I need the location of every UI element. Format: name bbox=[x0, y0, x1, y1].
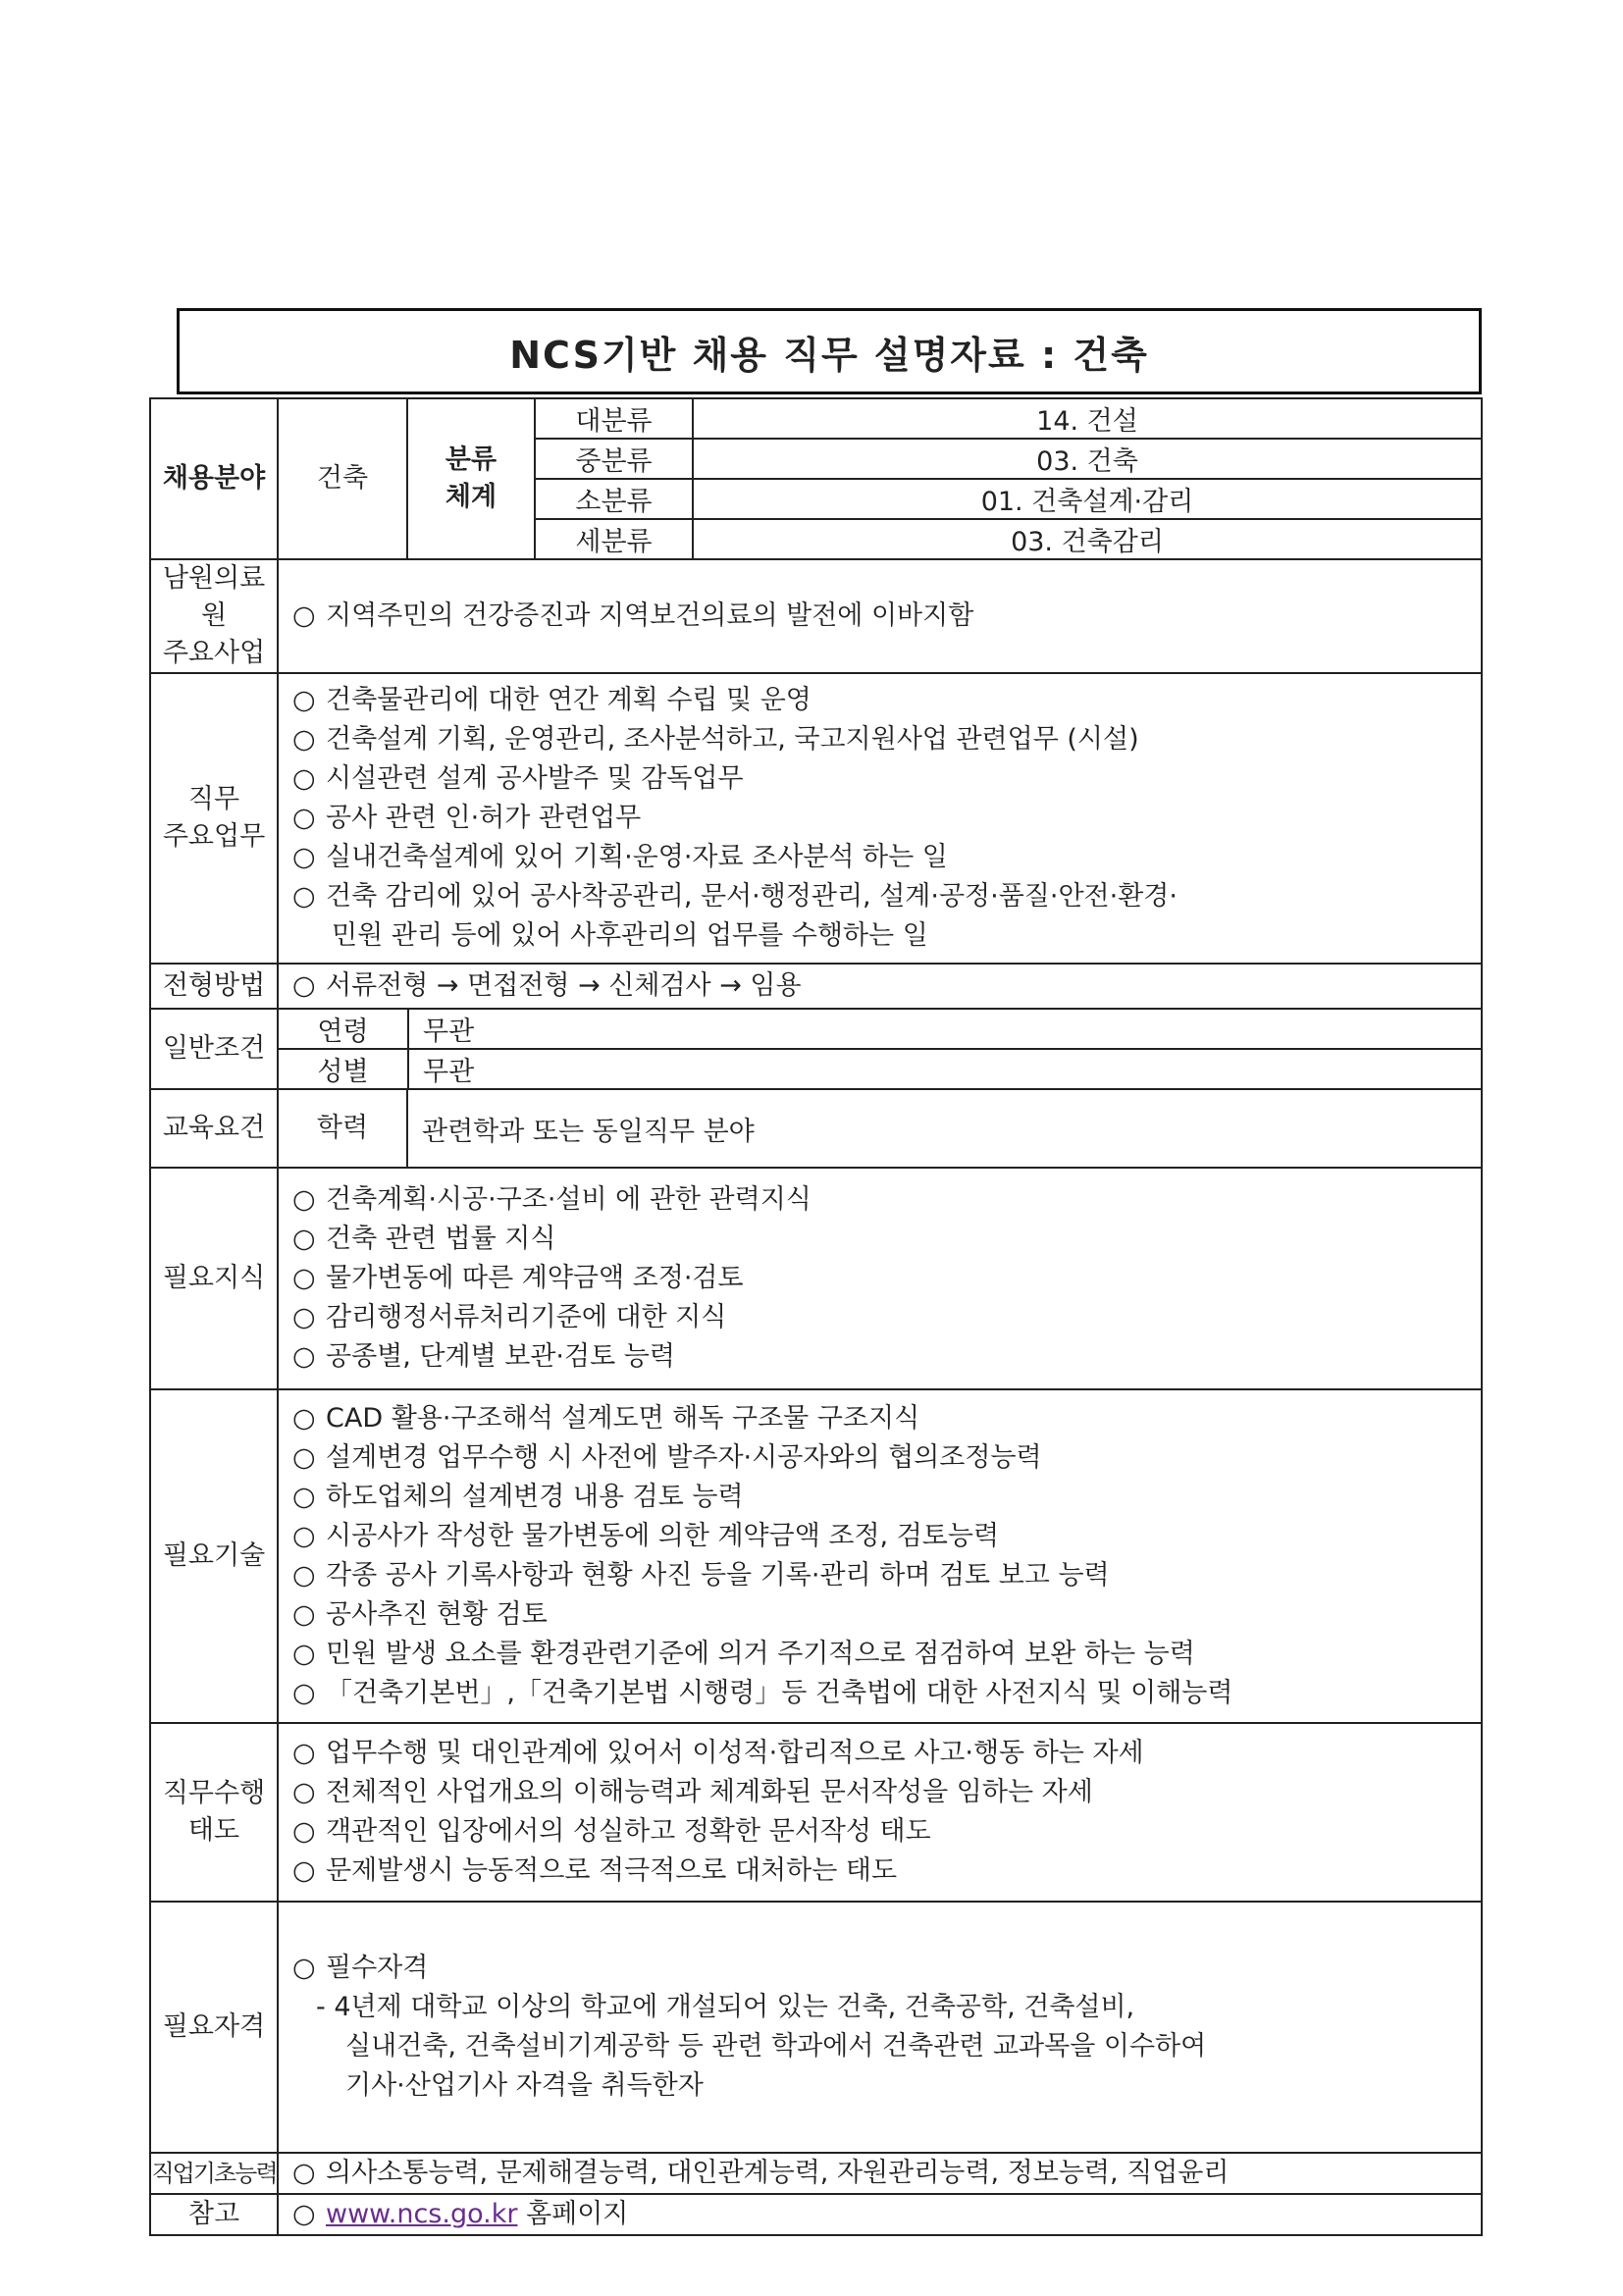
qualification-list bbox=[279, 1943, 1481, 2112]
list-item: ○ 공종별, 단계별 보관·검토 능력 bbox=[292, 1341, 675, 1372]
list-item: ○ www.ncs.go.kr 홈페이지 bbox=[292, 2199, 629, 2229]
reference-suffix: 홈페이지 bbox=[526, 2199, 629, 2229]
selection-list bbox=[279, 966, 1481, 1006]
title-box bbox=[177, 308, 1482, 394]
list-item: ○ 건축설계 기획, 운영관리, 조사분석하고, 국고지원사업 관련업무 (시설) bbox=[292, 724, 1139, 755]
main-business-row bbox=[150, 559, 1482, 673]
skills-label: 필요기술 bbox=[150, 1389, 278, 1723]
knowledge-label: 필요지식 bbox=[150, 1168, 278, 1389]
knowledge-row bbox=[150, 1168, 1482, 1389]
attitude-list bbox=[279, 1728, 1481, 1897]
field-label: 채용분야 bbox=[150, 398, 278, 559]
education-label: 교육요건 bbox=[150, 1089, 278, 1168]
list-item: ○ 실내건축설계에 있어 기획·운영·자료 조사분석 하는 일 bbox=[292, 842, 948, 872]
general-condition-row: 연령 무관 bbox=[279, 1010, 1481, 1049]
duties-cell bbox=[278, 673, 1482, 964]
list-item: ○ 민원 발생 요소를 환경관련기준에 의거 주기적으로 점검하여 보완 하는 능력 bbox=[292, 1639, 1195, 1669]
list-item-continuation: 민원 관리 등에 있어 사후관리의 업무를 수행하는 일 bbox=[332, 920, 928, 951]
list-item: ○ 문제발생시 능동적으로 적극적으로 대처하는 태도 bbox=[292, 1855, 898, 1886]
list-item: ○ 공사추진 현황 검토 bbox=[292, 1599, 548, 1630]
attitude-label: 직무수행 태도 bbox=[150, 1723, 278, 1902]
selection-cell bbox=[278, 964, 1482, 1009]
list-item: ○ 의사소통능력, 문제해결능력, 대인관계능력, 자원관리능력, 정보능력, 직업윤리 bbox=[292, 2158, 1230, 2188]
main-business-label: 남원의료원 주요사업 bbox=[150, 559, 278, 673]
selection-row bbox=[150, 964, 1482, 1009]
classification-label: 분류 체계 bbox=[407, 398, 535, 559]
attitude-row bbox=[150, 1723, 1482, 1902]
list-item: ○ 건축물관리에 대한 연간 계획 수립 및 운영 bbox=[292, 685, 812, 715]
knowledge-list bbox=[279, 1174, 1481, 1383]
list-item: ○ 「건축기본번」,「건축기본법 시행령」등 건축법에 대한 사전지식 및 이해능력 bbox=[292, 1678, 1233, 1708]
document-title: NCS기반 채용 직무 설명자료 : 건축 bbox=[509, 333, 1149, 377]
qualification-line: 실내건축, 건축설비기계공학 등 관련 학과에서 건축관련 교과목을 이수하여 bbox=[345, 2031, 1207, 2061]
general-condition-row: 성별 무관 bbox=[279, 1049, 1481, 1088]
selection-label: 전형방법 bbox=[150, 964, 278, 1009]
duties-label: 직무 주요업무 bbox=[150, 673, 278, 964]
education-value: 관련학과 또는 동일직무 분야 bbox=[407, 1089, 1482, 1168]
classification-row: 세분류 03. 건축감리 bbox=[536, 519, 1481, 558]
arrow-icon: → bbox=[436, 970, 459, 1001]
list-item: ○ 시설관련 설계 공사발주 및 감독업무 bbox=[292, 763, 744, 794]
arrow-icon: → bbox=[578, 970, 601, 1001]
list-item: ○ CAD 활용·구조해석 설계도면 해독 구조물 구조지식 bbox=[292, 1403, 920, 1434]
list-item: ○ 전체적인 사업개요의 이해능력과 체계화된 문서작성을 임하는 자세 bbox=[292, 1777, 1093, 1807]
attitude-cell bbox=[278, 1723, 1482, 1902]
duties-row bbox=[150, 673, 1482, 964]
job-description-table bbox=[149, 397, 1483, 2236]
step: 면접전형 bbox=[467, 970, 570, 1001]
education-row bbox=[150, 1089, 1482, 1168]
qualification-row bbox=[150, 1902, 1482, 2153]
knowledge-cell bbox=[278, 1168, 1482, 1389]
main-business-cell bbox=[278, 559, 1482, 673]
arrow-icon: → bbox=[719, 970, 742, 1001]
basic-competency-row bbox=[150, 2153, 1482, 2194]
reference-label: 참고 bbox=[150, 2194, 278, 2235]
qualification-line: - 4년제 대학교 이상의 학교에 개설되어 있는 건축, 건축공학, 건축설비, bbox=[316, 1992, 1135, 2022]
qualification-line: 기사·산업기사 자격을 취득한자 bbox=[345, 2070, 704, 2101]
step: 신체검사 bbox=[608, 970, 711, 1001]
ncs-website-link[interactable]: www.ncs.go.kr bbox=[326, 2199, 518, 2229]
list-item: ○ 물가변동에 따른 계약금액 조정·검토 bbox=[292, 1263, 744, 1293]
education-key: 학력 bbox=[278, 1089, 407, 1168]
basic-competency-cell bbox=[278, 2153, 1482, 2194]
list-item: ○ 필수자격 bbox=[292, 1953, 429, 1983]
qualification-label: 필요자격 bbox=[150, 1902, 278, 2153]
header-row bbox=[150, 398, 1482, 559]
list-item: ○ 건축 감리에 있어 공사착공관리, 문서·행정관리, 설계·공정·품질·안전·환경· bbox=[292, 881, 1178, 912]
list-item: ○ 시공사가 작성한 물가변동에 의한 계약금액 조정, 검토능력 bbox=[292, 1521, 1000, 1551]
duties-list bbox=[279, 675, 1481, 962]
list-item: ○ 공사 관련 인·허가 관련업무 bbox=[292, 803, 642, 833]
list-item: ○ 업무수행 및 대인관계에 있어서 이성적·합리적으로 사고·행동 하는 자세 bbox=[292, 1738, 1144, 1768]
general-label: 일반조건 bbox=[150, 1009, 278, 1089]
classification-cell bbox=[535, 398, 1482, 559]
general-cell bbox=[278, 1009, 1482, 1089]
basic-competency-list bbox=[279, 2154, 1481, 2193]
reference-cell bbox=[278, 2194, 1482, 2235]
list-item: ○ 객관적인 입장에서의 성실하고 정확한 문서작성 태도 bbox=[292, 1816, 931, 1847]
classification-table bbox=[536, 399, 1481, 558]
general-table bbox=[279, 1010, 1481, 1088]
list-item: ○ 건축 관련 법률 지식 bbox=[292, 1224, 556, 1254]
classification-row: 소분류 01. 건축설계·감리 bbox=[536, 479, 1481, 519]
list-item: ○ 서류전형 → 면접전형 → 신체검사 → 임용 bbox=[292, 970, 802, 1001]
list-item: ○ 감리행정서류처리기준에 대한 지식 bbox=[292, 1302, 727, 1332]
list-item: ○ 지역주민의 건강증진과 지역보건의료의 발전에 이바지함 bbox=[292, 600, 974, 631]
list-item: ○ 건축계획·시공·구조·설비 에 관한 관력지식 bbox=[292, 1184, 812, 1215]
basic-competency-label: 직업기초능력 bbox=[150, 2153, 278, 2194]
list-item: ○ 각종 공사 기록사항과 현황 사진 등을 기록·관리 하며 검토 보고 능력 bbox=[292, 1560, 1110, 1591]
reference-list bbox=[279, 2195, 1481, 2234]
classification-row: 대분류 14. 건설 bbox=[536, 399, 1481, 439]
list-item: ○ 하도업체의 설계변경 내용 검토 능력 bbox=[292, 1482, 744, 1512]
skills-row bbox=[150, 1389, 1482, 1723]
list-item: ○ 설계변경 업무수행 시 사전에 발주자·시공자와의 협의조정능력 bbox=[292, 1442, 1042, 1473]
classification-row: 중분류 03. 건축 bbox=[536, 439, 1481, 479]
main-business-list bbox=[279, 591, 1481, 642]
skills-cell bbox=[278, 1389, 1482, 1723]
step: 서류전형 bbox=[326, 970, 429, 1001]
step: 임용 bbox=[750, 970, 802, 1001]
field-value: 건축 bbox=[278, 398, 407, 559]
general-row bbox=[150, 1009, 1482, 1089]
reference-row bbox=[150, 2194, 1482, 2235]
qualification-cell bbox=[278, 1902, 1482, 2153]
skills-list bbox=[279, 1393, 1481, 1719]
